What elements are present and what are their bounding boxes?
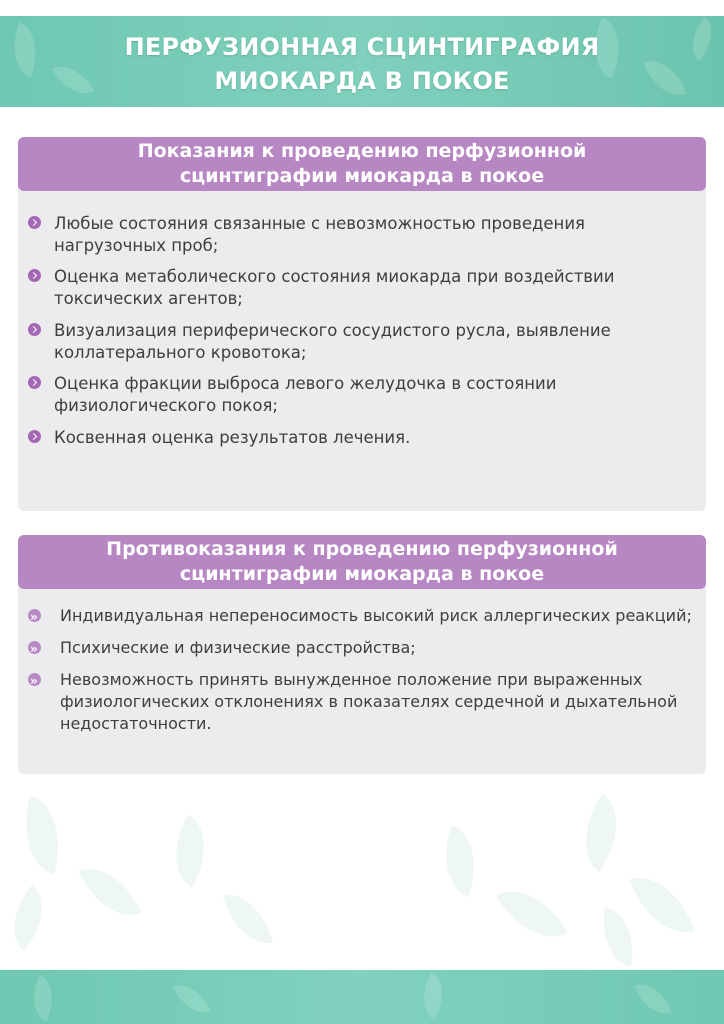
item-text: Любые состояния связанные с невозможностью проведения [54,214,585,233]
heading-line-1: Показания к проведению перфузионной [137,140,587,162]
contraindications-panel [18,535,706,774]
item-text: Оценка метаболического состояния миокарда при воздействии [54,267,615,286]
chevron-bullet-icon [28,269,41,282]
leaf-decoration [78,855,141,930]
leaf-decoration [157,814,223,888]
chevron-bullet-icon [28,323,41,336]
double-chevron-bullet-icon [28,609,41,622]
leaf-decoration [223,886,273,951]
item-text: Оценка фракции выброса левого желудочка в состоянии [54,374,557,393]
contraindications-heading [18,535,706,589]
item-text: Визуализация периферического сосудистого русла, выявление [54,321,611,340]
leaf-decoration [412,972,455,1020]
item-text: Косвенная оценка результатов лечения. [54,428,411,447]
item-text: физиологического покоя; [54,396,278,415]
item-text: недостаточности. [60,714,212,733]
leaf-decoration [634,977,671,1022]
indications-heading [18,137,706,191]
header-banner [0,16,724,107]
leaf-decoration [12,795,73,874]
footer-band [0,970,724,1024]
item-text: коллатерального кровотока; [54,343,307,362]
indications-panel [18,137,706,511]
heading-line-2: сцинтиграфии миокарда в покое [179,165,545,187]
item-text: Психические и физические расстройства; [60,638,416,657]
chevron-bullet-icon [28,216,41,229]
item-text: токсических агентов; [54,289,243,308]
leaf-decoration [496,874,568,955]
leaf-decoration [173,977,211,1022]
heading-line-1: Противоказания к проведению перфузионной [106,538,618,560]
chevron-bullet-icon [28,376,41,389]
leaf-decoration [23,974,63,1021]
item-text: физиологических отклонениях в показателях сердечной и дыхательной [60,692,678,711]
item-text: Индивидуальная непереносимость высокий риск аллергических реакций; [60,606,692,625]
title-line-1: ПЕРФУЗИОННАЯ СЦИНТИГРАФИЯ [124,33,600,61]
double-chevron-bullet-icon [28,641,41,654]
leaf-decoration [431,825,490,897]
leaf-decoration [565,794,637,872]
item-text: нагрузочных проб; [54,236,219,255]
heading-line-2: сцинтиграфии миокарда в покое [179,563,545,585]
title-line-2: МИОКАРДА В ПОКОЕ [214,67,510,95]
leaf-decoration [629,865,694,946]
leaf-decoration [0,885,60,951]
chevron-bullet-icon [28,430,41,443]
double-chevron-bullet-icon [28,673,41,686]
page-title [0,30,724,98]
item-text: Невозможность принять вынужденное положение при выраженных [60,670,643,689]
leaf-decoration [596,907,641,966]
